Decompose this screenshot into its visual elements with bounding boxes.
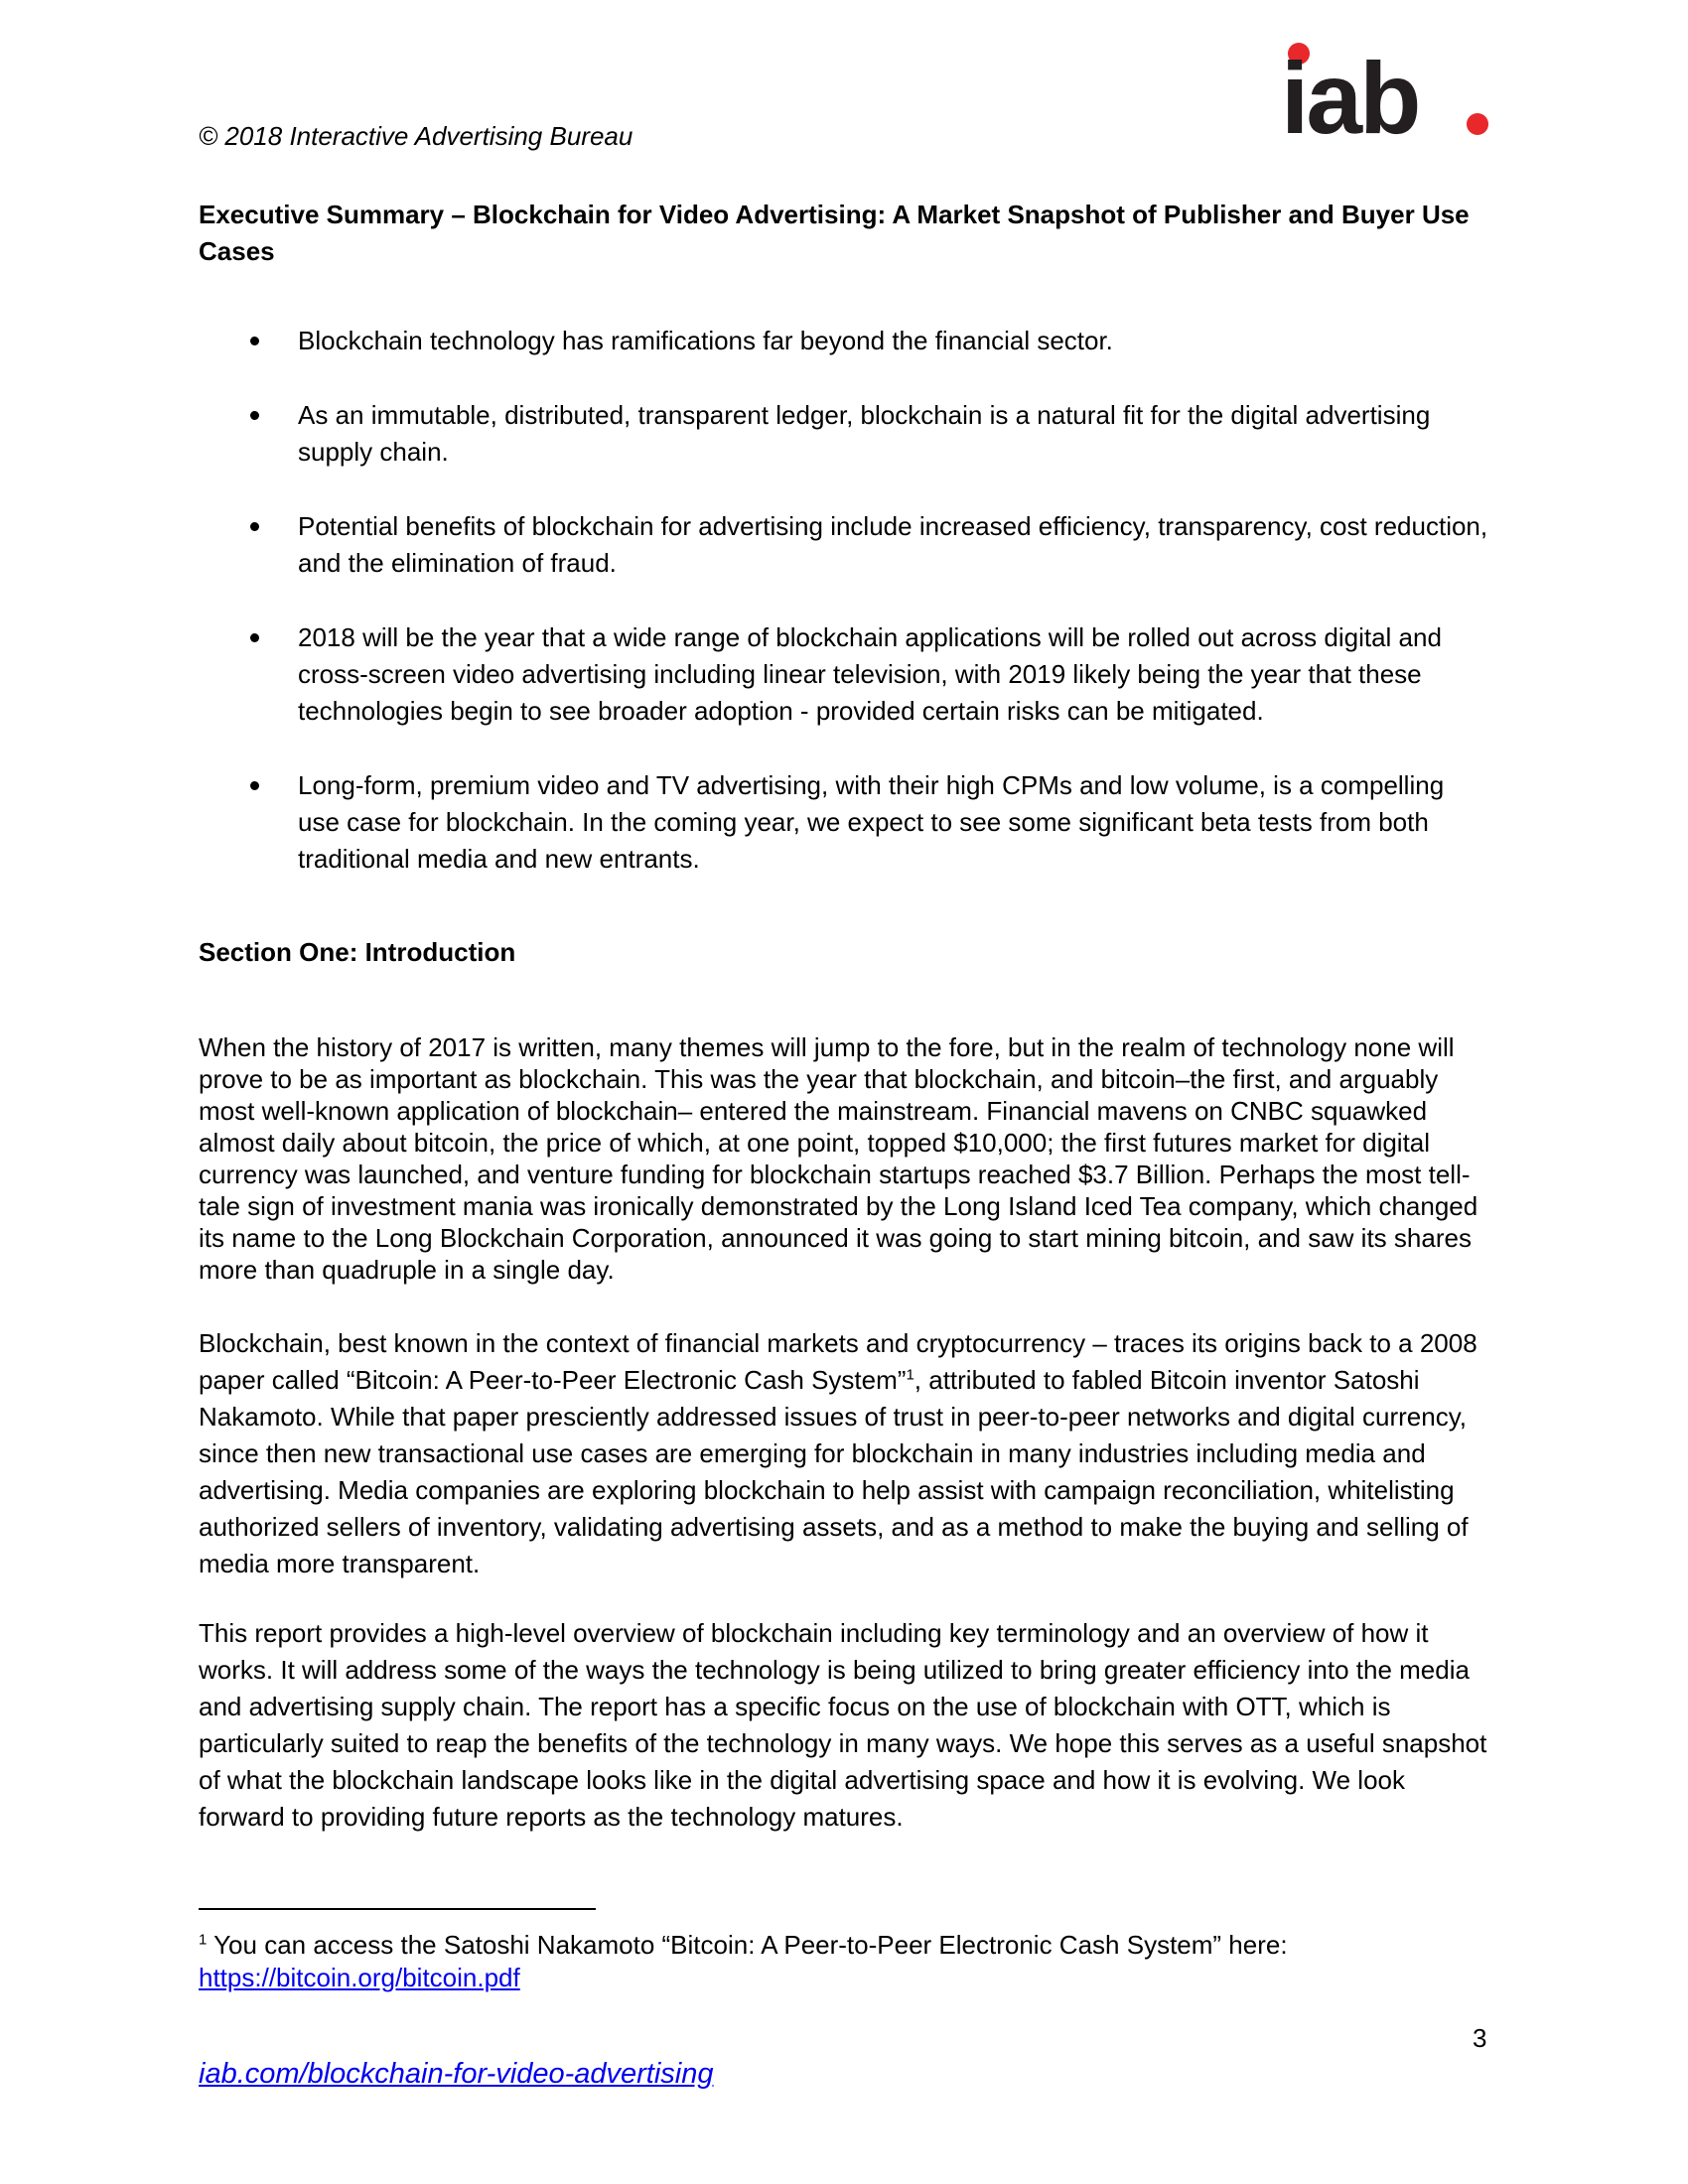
bullet-item bbox=[199, 397, 1489, 471]
footer-link[interactable]: iab.com/blockchain-for-video-advertising bbox=[199, 2058, 714, 2090]
intro-paragraph-2 bbox=[199, 1325, 1489, 1582]
bullet-text: 2018 will be the year that a wide range of blockchain applications will be rolled out across digital and cross-screen video advertising including linear television, with 2019 likely being the year that these technologies begin to see broader adoption - provided certain risks can be mitigated. bbox=[298, 622, 1442, 726]
bullet-text: Blockchain technology has ramifications far beyond the financial sector. bbox=[298, 326, 1113, 355]
footnote-divider bbox=[199, 1908, 596, 1910]
bullet-icon bbox=[250, 522, 259, 531]
logo-period-dot bbox=[1467, 113, 1488, 135]
bullet-icon bbox=[250, 411, 259, 420]
footnote bbox=[199, 1929, 1489, 1994]
intro-paragraph-3: This report provides a high-level overview of blockchain including key terminology and an overview of how it works. It will address some of the ways the technology is being utilized to bring greater efficiency into the media and advertising supply chain. The report has a specific focus on the use of blockchain with OTT, which is particularly suited to reap the benefits of the technology in many ways. We hope this serves as a useful snapshot of what the blockchain landscape looks like in the digital advertising space and how it is evolving. We look forward to providing future reports as the technology matures. bbox=[199, 1618, 1487, 1832]
bullet-item bbox=[199, 619, 1489, 730]
executive-summary-title: Executive Summary – Blockchain for Video Advertising: A Market Snapshot of Publisher and Buyer Use Cases bbox=[199, 200, 1470, 266]
bullet-item bbox=[199, 323, 1489, 359]
bullet-text: Long-form, premium video and TV advertising, with their high CPMs and low volume, is a compelling use case for blockchain. In the coming year, we expect to see some significant beta tests from both traditional media and new entrants. bbox=[298, 770, 1445, 874]
footnote-reference[interactable]: 1 bbox=[906, 1366, 914, 1384]
iab-logo bbox=[1281, 36, 1499, 145]
bullet-text: As an immutable, distributed, transparent ledger, blockchain is a natural fit for the digital advertising supply chain. bbox=[298, 400, 1431, 467]
logo-text: iab bbox=[1281, 42, 1419, 145]
page-number: 3 bbox=[1473, 2023, 1487, 2053]
bullet-icon bbox=[250, 781, 259, 790]
footnote-link[interactable]: https://bitcoin.org/bitcoin.pdf bbox=[199, 1963, 520, 1992]
section-heading: Section One: Introduction bbox=[199, 937, 516, 967]
copyright-notice: © 2018 Interactive Advertising Bureau bbox=[199, 121, 633, 151]
footnote-number: 1 bbox=[199, 1931, 208, 1949]
summary-bullet-list bbox=[199, 323, 1489, 915]
footnote-text: You can access the Satoshi Nakamoto “Bitcoin: A Peer-to-Peer Electronic Cash System” here: bbox=[207, 1930, 1288, 1960]
bullet-item bbox=[199, 508, 1489, 582]
paragraph-text: Blockchain, best known in the context of financial markets and cryptocurrency – traces its origins back to a 2008 paper called “Bitcoin: A Peer-to-Peer Electronic Cash System” bbox=[199, 1328, 1477, 1395]
bullet-item bbox=[199, 767, 1489, 878]
bullet-icon bbox=[250, 337, 259, 345]
bullet-text: Potential benefits of blockchain for advertising include increased efficiency, transparency, cost reduction, and the elimination of fraud. bbox=[298, 511, 1488, 578]
intro-paragraph-1: When the history of 2017 is written, many themes will jump to the fore, but in the realm of technology none will prove to be as important as blockchain. This was the year that blockchain, and bitcoin–the first, and arguably most well-known application of blockchain– entered the mainstream. Financial mavens on CNBC squawked almost daily about bitcoin, the price of which, at one point, topped $10,000; the first futures market for digital currency was launched, and venture funding for blockchain startups reached $3.7 Billion. Perhaps the most tell-tale sign of investment mania was ironically demonstrated by the Long Island Iced Tea company, which changed its name to the Long Blockchain Corporation, announced it was going to start mining bitcoin, and saw its shares more than quadruple in a single day. bbox=[199, 1032, 1478, 1285]
paragraph-text: , attributed to fabled Bitcoin inventor Satoshi Nakamoto. While that paper presciently addressed issues of trust in peer-to-peer networks and digital currency, since then new transactional use cases are emerging for blockchain in many industries including media and advertising. Media companies are exploring blockchain to help assist with campaign reconciliation, whitelisting authorized sellers of inventory, validating advertising assets, and as a method to make the buying and selling of media more transparent. bbox=[199, 1365, 1469, 1578]
bullet-icon bbox=[250, 633, 259, 642]
